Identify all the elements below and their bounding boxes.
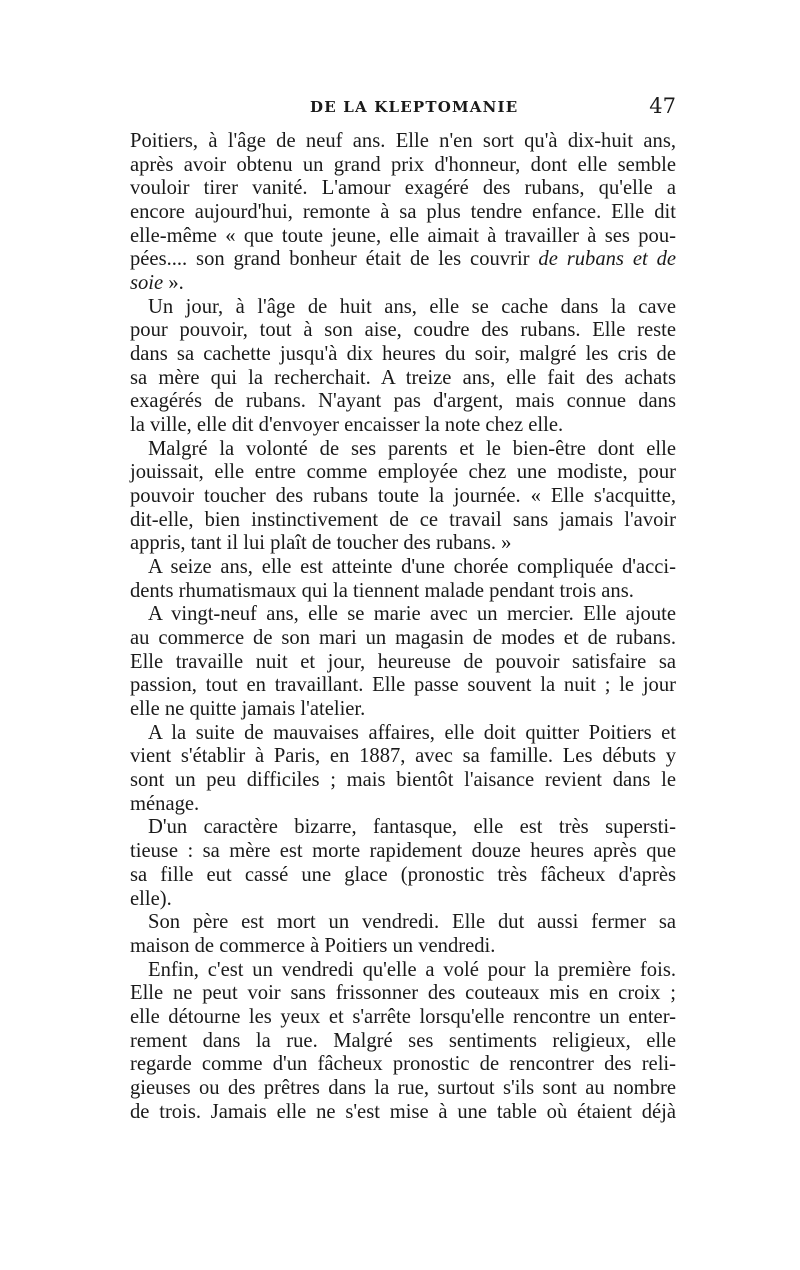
text-line: Poitiers, à l'âge de neuf ans. Elle n'en sort qu'à dix-huit ans, — [130, 130, 676, 152]
text-line: D'un caractère bizarre, fantasque, elle est très supersti- — [148, 816, 676, 839]
text-line: vouloir tirer vanité. L'amour exagéré des rubans, qu'elle a — [130, 177, 676, 200]
text-line: gieuses ou des prêtres dans la rue, surtout s'ils sont au nombre — [130, 1076, 676, 1099]
text-line: pouvoir toucher des rubans toute la journée. « Elle s'acquitte, — [130, 485, 676, 508]
italic-phrase: de rubans et de — [538, 248, 677, 271]
text-line: dit-elle, bien instinctivement de ce travail sans jamais l'avoir — [130, 508, 676, 531]
text-line: de trois. Jamais elle ne s'est mise à une table où étaient déjà — [130, 1100, 676, 1123]
page-number: 47 — [649, 94, 676, 118]
running-head — [130, 94, 676, 122]
italic-word: soie — [130, 272, 164, 295]
text-line: maison de commerce à Poitiers un vendredi. — [130, 934, 496, 957]
text-line: ménage. — [130, 792, 200, 815]
closing-quote: ». — [163, 272, 184, 295]
text-line: Un jour, à l'âge de huit ans, elle se cache dans la cave — [148, 295, 676, 318]
text-line: tieuse : sa mère est morte rapidement douze heures après que — [130, 840, 676, 863]
text-line: vient s'établir à Paris, en 1887, avec sa famille. Les débuts y — [130, 745, 676, 768]
text-line: la ville, elle dit d'envoyer encaisser la note chez elle. — [130, 414, 564, 437]
running-title: DE LA KLEPTOMANIE — [310, 98, 519, 116]
text-line — [130, 248, 676, 272]
text-line: au commerce de son mari un magasin de modes et de rubans. — [130, 627, 676, 650]
text-line: A la suite de mauvaises affaires, elle doit quitter Poitiers et — [148, 721, 676, 744]
line-segment: pées.... son grand bonheur était de les couvrir — [130, 248, 530, 271]
text-line: Son père est mort un vendredi. Elle dut aussi fermer sa — [148, 911, 676, 934]
text-line: A vingt-neuf ans, elle se marie avec un mercier. Elle ajoute — [148, 603, 676, 626]
text-line: Malgré la volonté de ses parents et le bien-être dont elle — [148, 437, 676, 460]
text-line: après avoir obtenu un grand prix d'honneur, dont elle semble — [130, 153, 676, 176]
text-line: rement dans la rue. Malgré ses sentiments religieux, elle — [130, 1029, 676, 1052]
text-line: dents rhumatismaux qui la tiennent malade pendant trois ans. — [130, 579, 634, 602]
text-line: elle détourne les yeux et s'arrête lorsqu'elle rencontre un enter- — [130, 1005, 676, 1028]
text-line: regarde comme d'un fâcheux pronostic de rencontrer des reli- — [130, 1053, 676, 1076]
text-line: sont un peu difficiles ; mais bientôt l'aisance revient dans le — [130, 769, 676, 792]
text-line: passion, tout en travaillant. Elle passe souvent la nuit ; le jour — [130, 674, 676, 697]
text-line: Enfin, c'est un vendredi qu'elle a volé pour la première fois. — [148, 958, 676, 981]
text-line: Elle travaille nuit et jour, heureuse de pouvoir satisfaire sa — [130, 650, 676, 673]
text-line: jouissait, elle entre comme employée chez une modiste, pour — [130, 461, 676, 484]
text-line: elle-même « que toute jeune, elle aimait à travailler à ses pou- — [130, 224, 676, 247]
text-line: appris, tant il lui plaît de toucher des rubans. » — [130, 532, 512, 555]
text-line: pour pouvoir, tout à son aise, coudre des rubans. Elle reste — [130, 319, 676, 342]
text-line: dans sa cachette jusqu'à dix heures du soir, malgré les cris de — [130, 343, 676, 366]
text-line: sa mère qui la recherchait. A treize ans, elle fait des achats — [130, 366, 676, 389]
text-line: sa fille eut cassé une glace (pronostic très fâcheux d'après — [130, 863, 676, 886]
text-line: exagérés de rubans. N'ayant pas d'argent, mais connue dans — [130, 390, 676, 413]
text-line — [130, 272, 676, 296]
body-text — [130, 130, 676, 1124]
text-line: elle). — [130, 887, 172, 910]
text-line: Elle ne peut voir sans frissonner des couteaux mis en croix ; — [130, 982, 676, 1005]
text-line: encore aujourd'hui, remonte à sa plus tendre enfance. Elle dit — [130, 201, 676, 224]
text-line: A seize ans, elle est atteinte d'une chorée compliquée d'acci- — [148, 556, 676, 579]
text-line: elle ne quitte jamais l'atelier. — [130, 698, 366, 721]
